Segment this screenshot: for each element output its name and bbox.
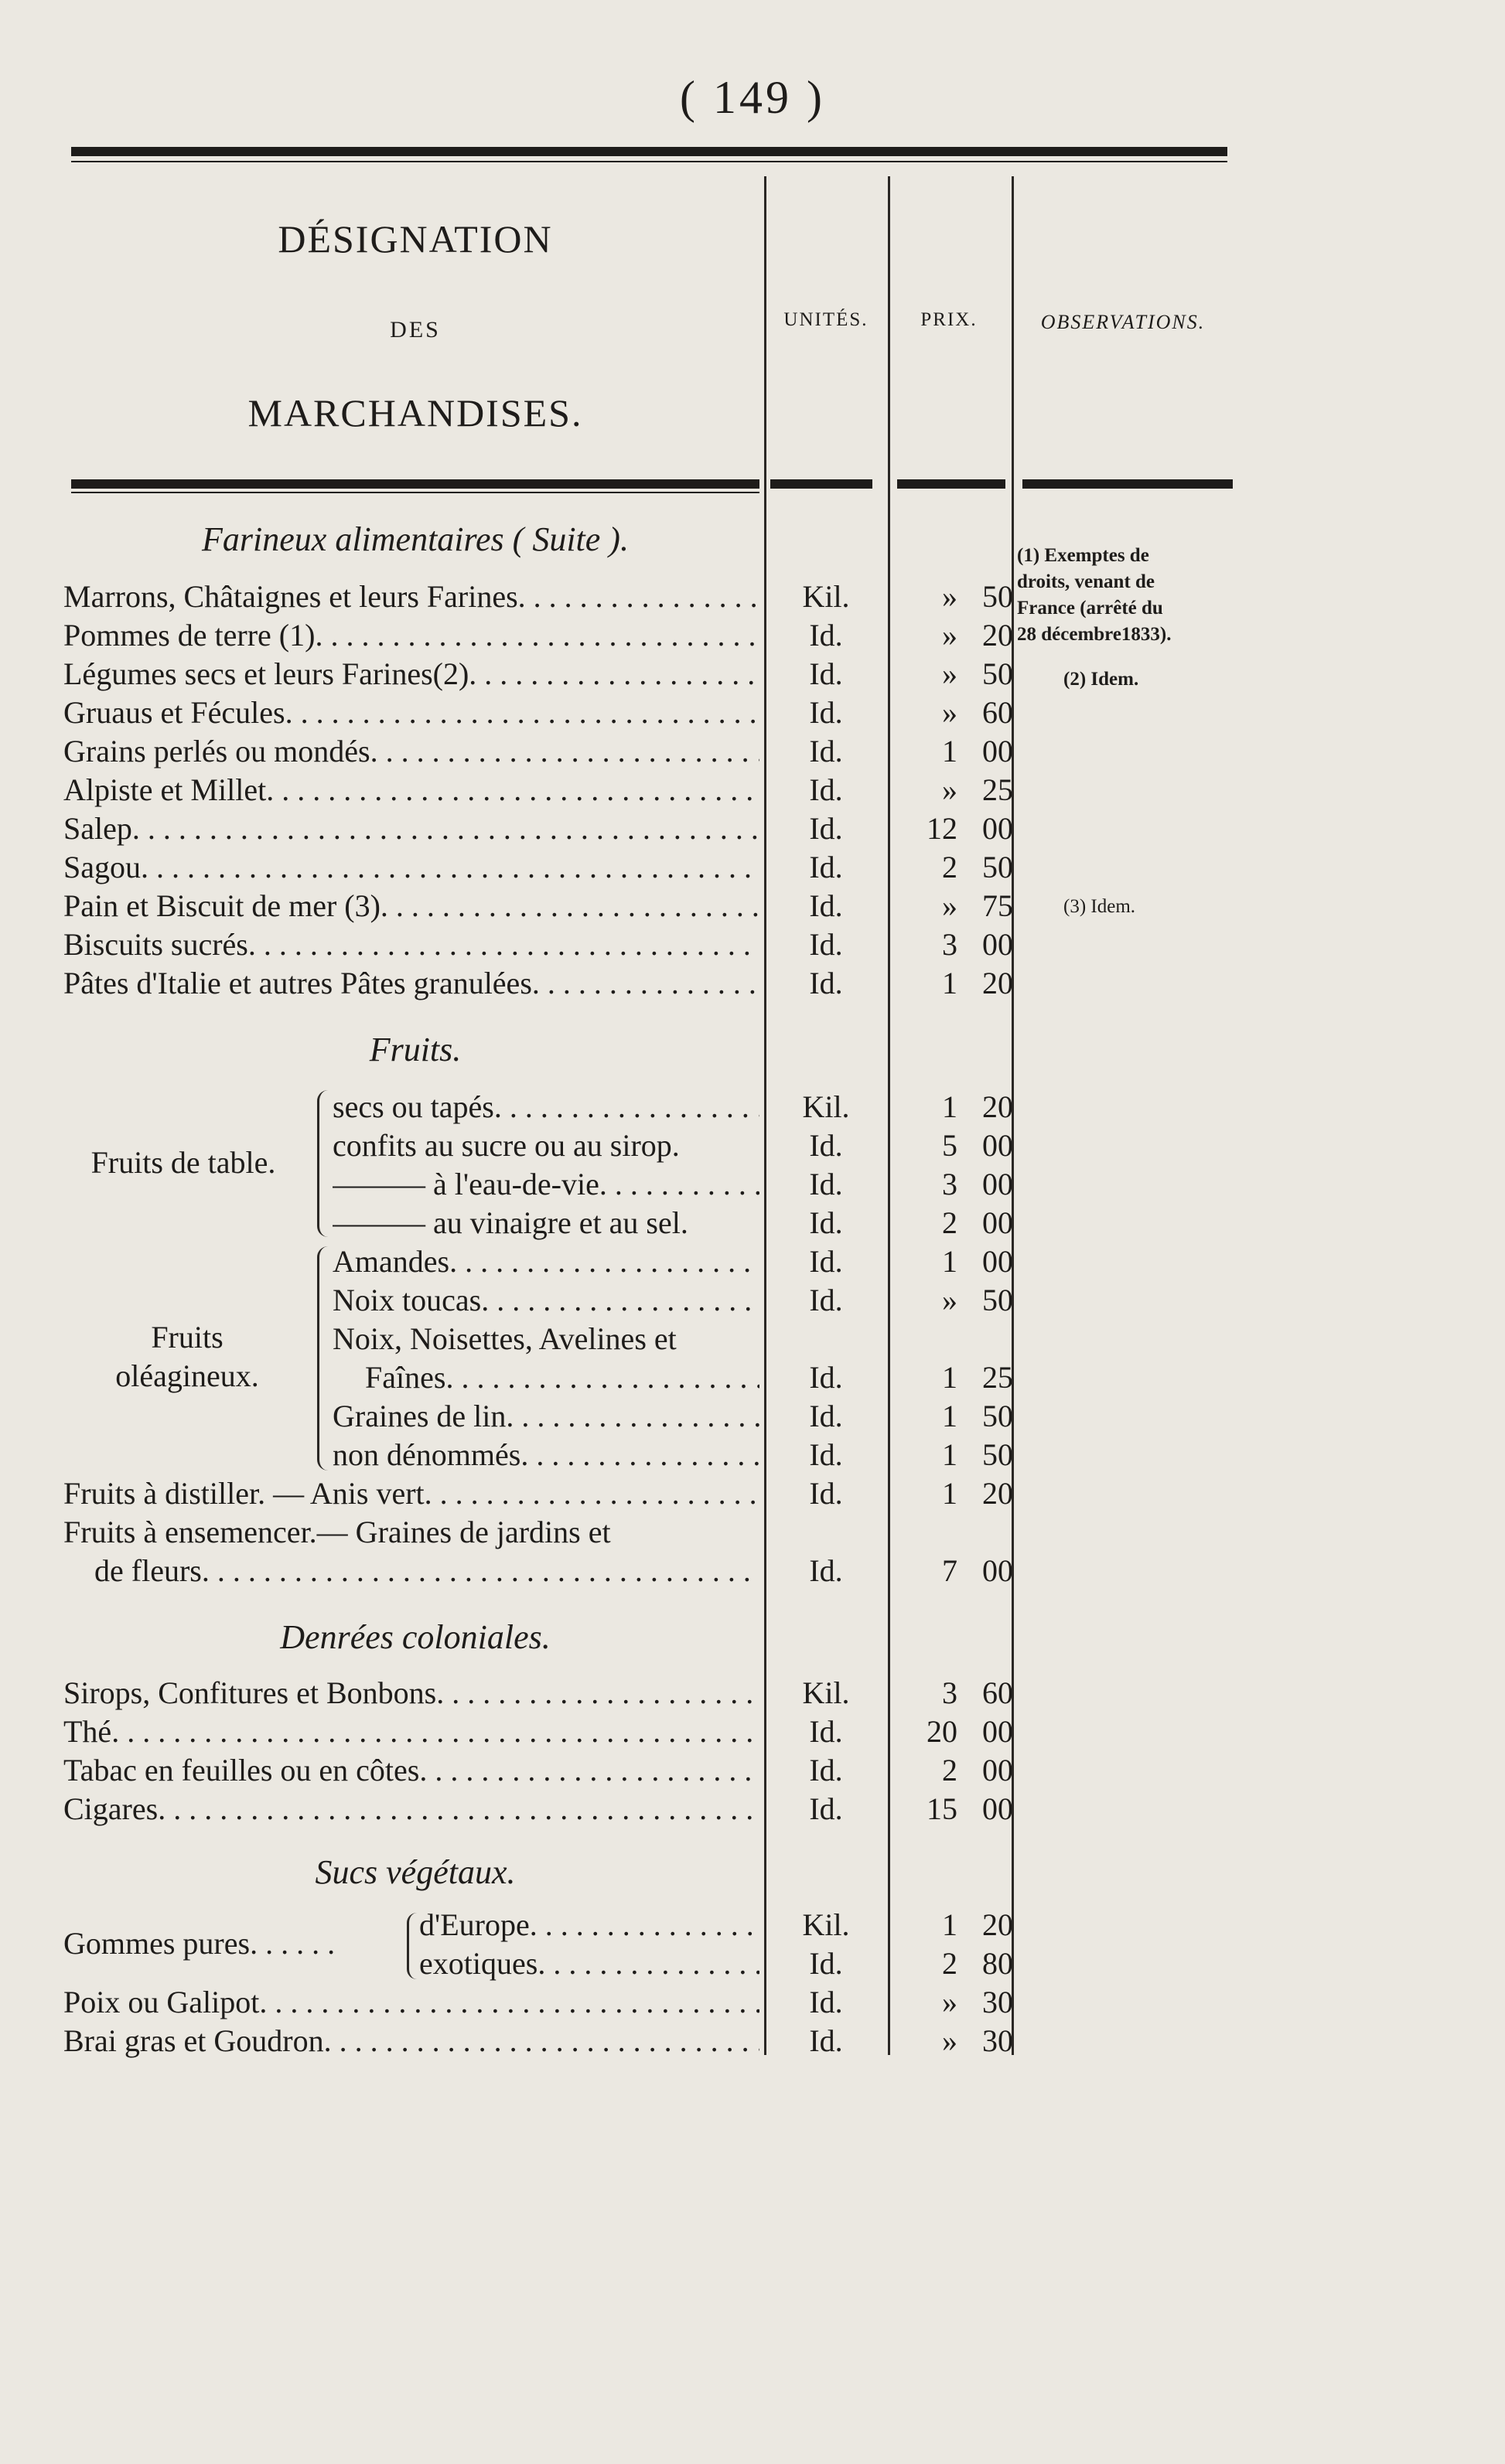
table-row: confits au sucre ou au sirop. Id. 5 00: [333, 1128, 1013, 1163]
observation-note-1: (1) Exemptes de droits, venant de France (arrêté du 28 décembre1833).: [1017, 545, 1172, 645]
top-rule-thin: [71, 161, 1227, 162]
table-row: secs ou tapés . . . Kil. 1 20: [63, 1089, 1254, 1127]
header-rule-observations: [1022, 479, 1233, 489]
table-row: de fleurs . . . Id. 7 00: [63, 1552, 1254, 1591]
header-unites: UNITÉS.: [783, 309, 869, 330]
table-row: Sirops, Confitures et Bonbons . . . Kil. 3 60: [63, 1675, 1254, 1713]
group-fruits-de-table: Fruits de table.: [90, 1145, 276, 1180]
header-rule-prix: [897, 479, 1005, 489]
table-row: Sagou . . . Id. 2 50: [63, 849, 1254, 888]
group-fruits-oleagineux-1: Fruits: [151, 1320, 224, 1355]
header-marchandises: MARCHANDISES.: [247, 391, 583, 435]
table-row: Fruits à ensemencer.— Graines de jardins et: [63, 1515, 611, 1549]
table-row: Noix, Noisettes, Avelines et: [333, 1321, 677, 1356]
table-row: Poix ou Galipot . . . Id. » 30: [63, 1984, 1254, 2023]
table-row: ——— au vinaigre et au sel. Id. 2 00: [333, 1205, 1013, 1240]
table-row: d'Europe . . . Kil. 1 20: [63, 1907, 1254, 1945]
table-row: Amandes . . . Id. 1 00: [63, 1243, 1254, 1282]
table-row: Pommes de terre (1) . . . Id. » 20: [63, 617, 1254, 656]
section-denrees: Denrées coloniales.: [280, 1618, 551, 1656]
table-row: Tabac en feuilles ou en côtes . . . Id. 2 00: [63, 1752, 1254, 1791]
top-rule: [71, 147, 1227, 156]
table-row: Biscuits sucrés . . . Id. 3 00: [63, 926, 1254, 965]
table-row: Brai gras et Goudron . . . Id. » 30: [63, 2023, 1254, 2061]
observation-note-3: (3) Idem.: [1063, 896, 1136, 917]
page-number: ( 149 ): [680, 72, 825, 123]
header-des: DES: [390, 317, 441, 343]
table-row: Salep . . . Id. 12 00: [63, 810, 1254, 849]
header-rule-unites: [770, 479, 872, 489]
table-row: Noix toucas . . . Id. » 50: [63, 1282, 1254, 1321]
table-row: Pâtes d'Italie et autres Pâtes granulées . . . Id. 1 20: [63, 965, 1254, 1004]
section-farineux: Farineux alimentaires ( Suite ).: [202, 520, 629, 558]
header-rule-designation-thin: [71, 492, 759, 493]
table-row: Grains perlés ou mondés . . . Id. 1 00: [63, 733, 1254, 772]
table-row: exotiques . . . Id. 2 80: [63, 1945, 1254, 1984]
header-prix: PRIX.: [920, 309, 978, 330]
table-row: Gruaus et Fécules . . . Id. » 60: [63, 694, 1254, 733]
table-row: Thé . . . Id. 20 00: [63, 1713, 1254, 1752]
group-fruits-oleagineux-2: oléagineux.: [115, 1358, 259, 1393]
header-rule-designation: [71, 479, 759, 489]
table-row: Marrons, Châtaignes et leurs Farines . . . Kil. » 50: [63, 578, 1254, 617]
header-observations: OBSERVATIONS.: [1040, 311, 1206, 333]
table-row: Pain et Biscuit de mer (3) . . . Id. » 75: [63, 888, 1254, 926]
observation-note-2: (2) Idem.: [1063, 669, 1139, 690]
section-fruits: Fruits.: [369, 1031, 462, 1068]
table-row: Faînes . . . Id. 1 25: [63, 1359, 1254, 1398]
section-sucs: Sucs végétaux.: [315, 1853, 516, 1891]
table-row: Fruits à distiller. — Anis vert . . . Id. 1 20: [63, 1475, 1254, 1514]
table-row: Cigares . . . Id. 15 00: [63, 1791, 1254, 1829]
table-row: Graines de lin . . . Id. 1 50: [63, 1398, 1254, 1436]
table-row: Alpiste et Millet . . . Id. » 25: [63, 772, 1254, 810]
table-row: ——— à l'eau-de-vie . . . Id. 3 00: [63, 1166, 1254, 1205]
group-gommes-pures: Gommes pures. . . . . .: [63, 1926, 336, 1961]
header-designation: DÉSIGNATION: [278, 217, 553, 261]
table-row: non dénommés . . . Id. 1 50: [63, 1436, 1254, 1475]
table-row: Légumes secs et leurs Farines(2) . . . Id. » 50: [63, 656, 1254, 694]
